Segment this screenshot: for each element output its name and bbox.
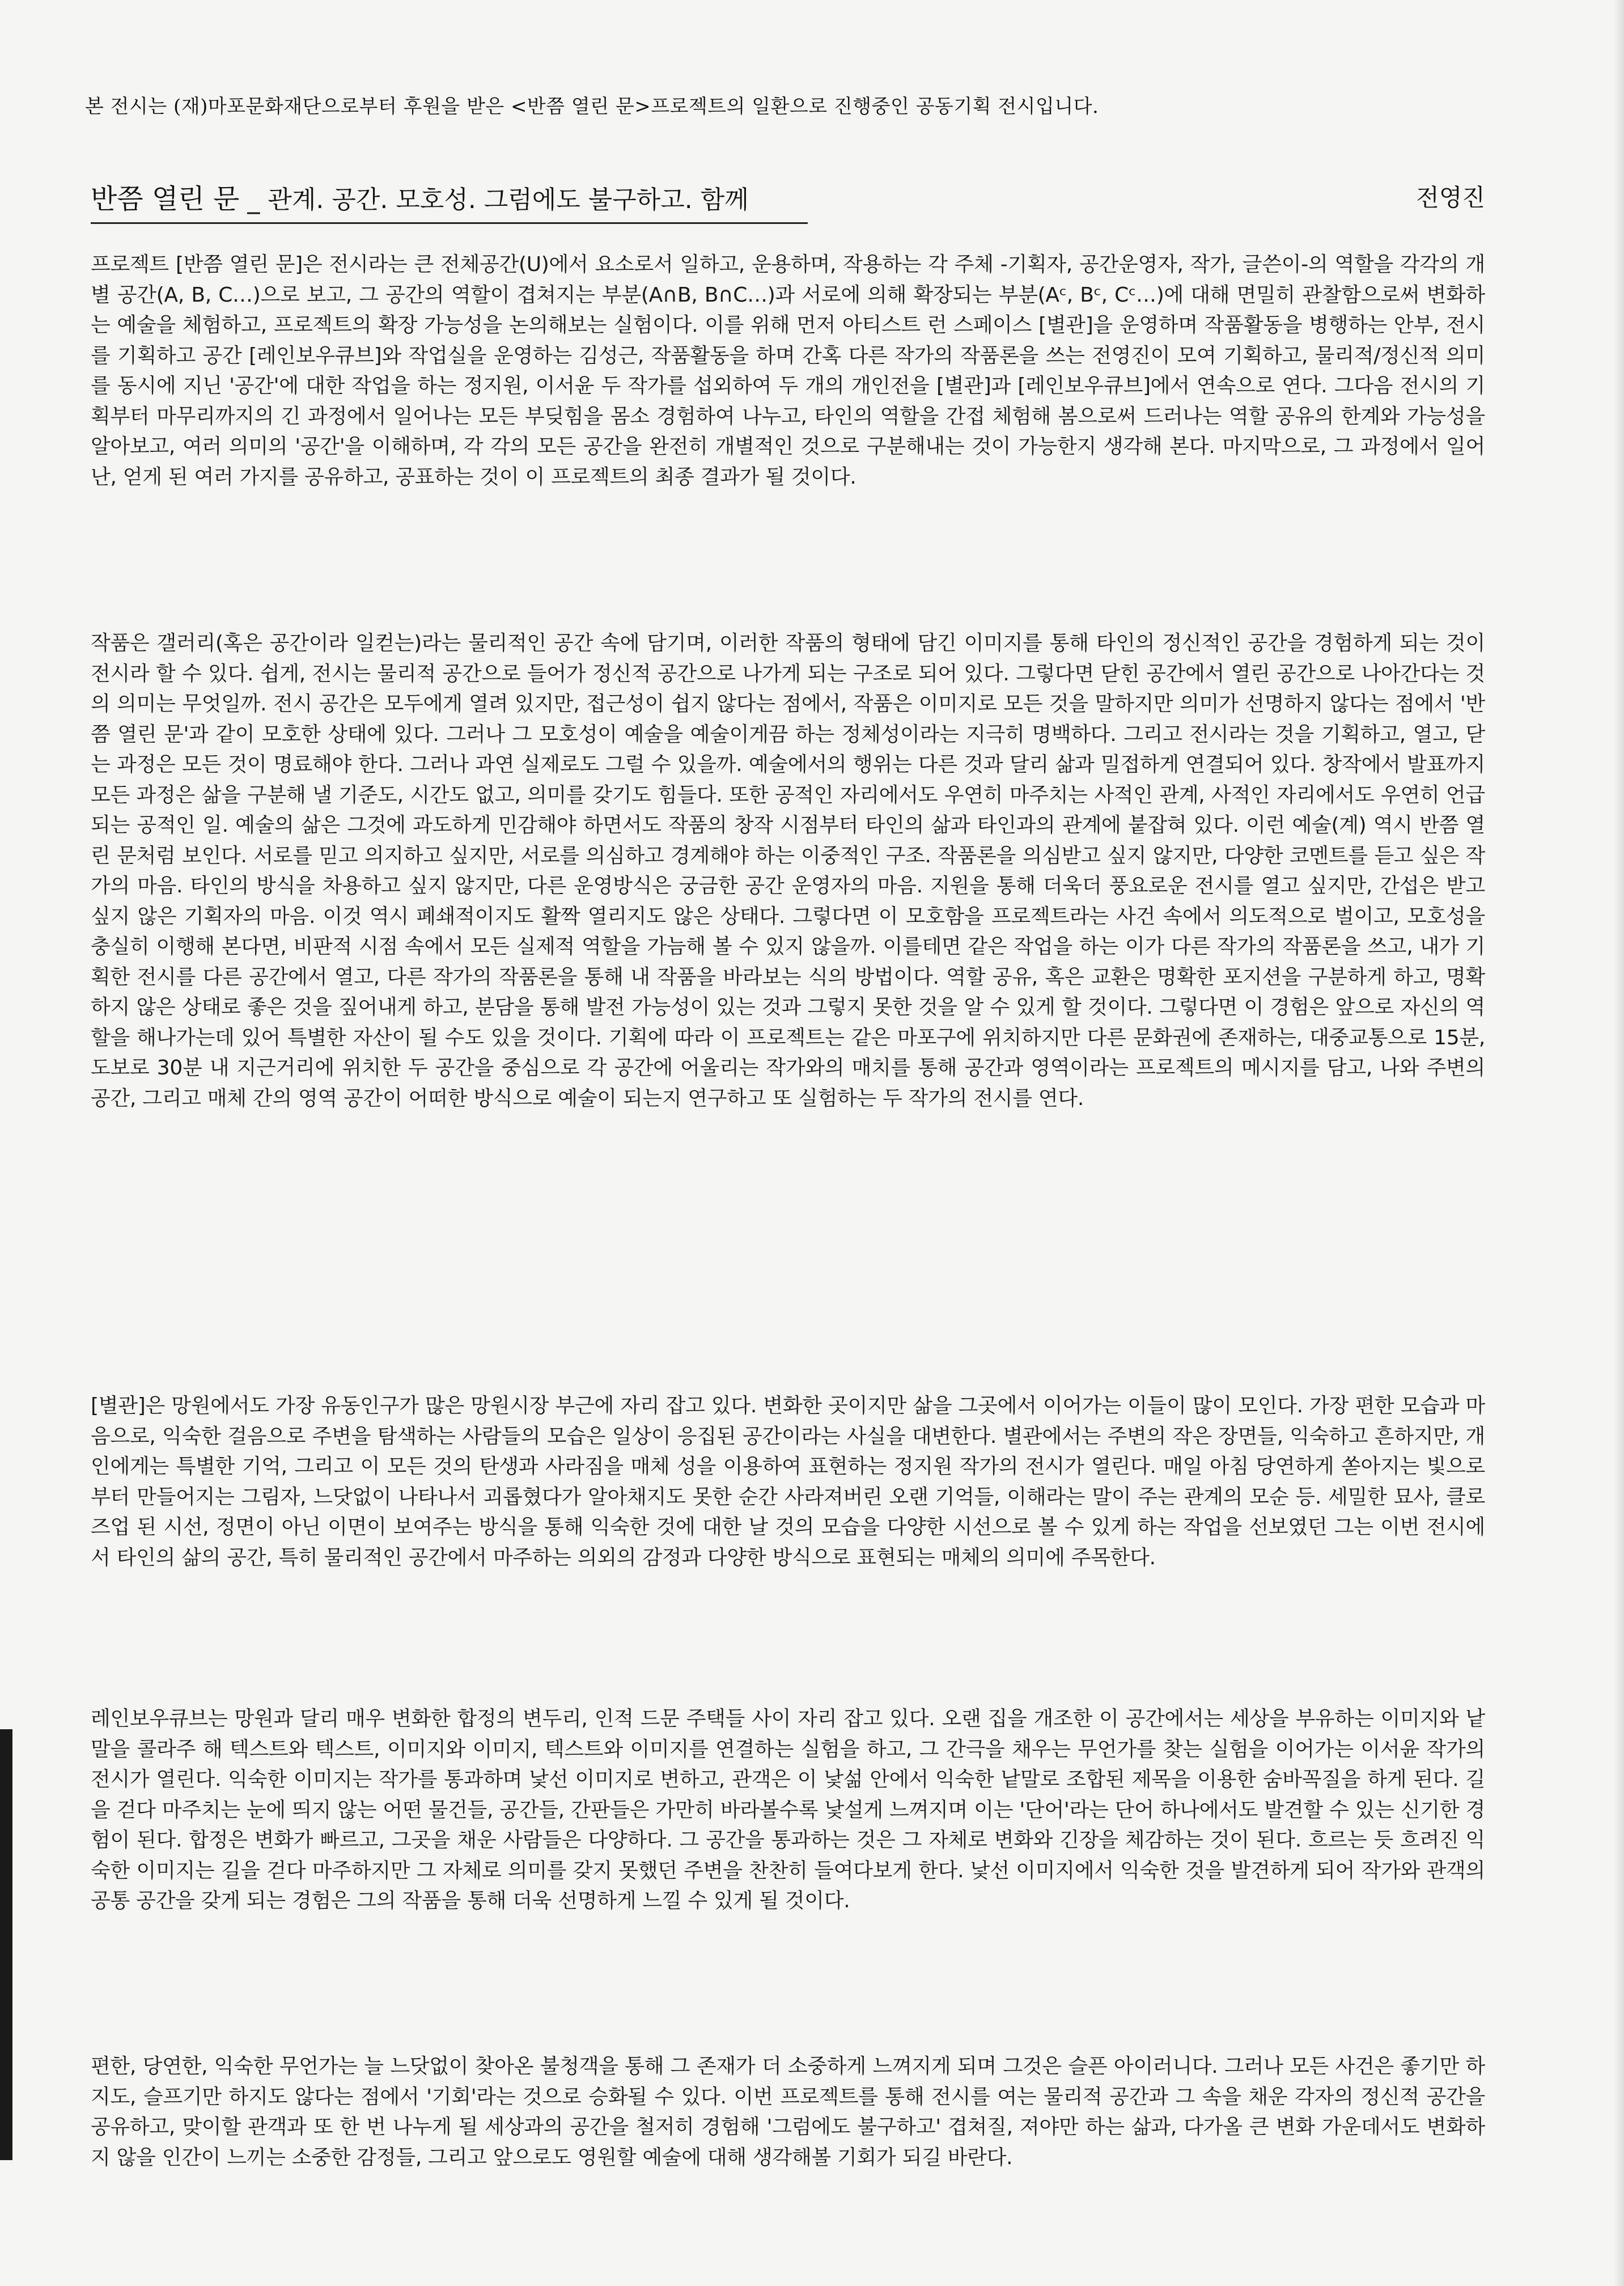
title-subtitle: 관계. 공간. 모호성. 그럼에도 불구하고. 함께 [268, 185, 749, 214]
scan-edge-dark-strip [0, 1729, 12, 2160]
title-row [91, 177, 1485, 222]
paragraph-project-overview: 프로젝트 [반쯤 열린 문]은 전시라는 큰 전체공간(U)에서 요소로서 일하고, 운용하며, 작용하는 각 주체 -기획자, 공간운영자, 작가, 글쓴이-의 역할을 각각의 개별 공간(A, B, C…)으로 보고, 그 공간의 역할이 겹쳐지는 부분(A∩B, B∩C…)과 서로에 의해 확장되는 부분(Aᶜ, Bᶜ, Cᶜ…)에 대해 면밀히 관찰함으로써 변화하는 예술을 체험하고, 프로젝트의 확장 가능성을 논의해보는 실험이다. 이를 위해 먼저 아티스트 런 스페이스 [별관]을 운영하며 작품활동을 병행하는 안부, 전시를 기획하고 공간 [레인보우큐브]와 작업실을 운영하는 김성근, 작품활동을 하며 간혹 다른 작가의 작품론을 쓰는 전영진이 모여 기획하고, 물리적/정신적 의미를 동시에 지닌 '공간'에 대한 작업을 하는 정지원, 이서윤 두 작가를 섭외하여 두 개의 개인전을 [별관]과 [레인보우큐브]에서 연속으로 연다. 그다음 전시의 기획부터 마무리까지의 긴 과정에서 일어나는 모든 부딪힘을 몸소 경험하여 나누고, 타인의 역할을 간접 체험해 봄으로써 드러나는 역할 공유의 한계와 가능성을 알아보고, 여러 의미의 '공간'을 이해하며, 각 각의 모든 공간을 완전히 개별적인 것으로 구분해내는 것이 가능한지 생각해 본다. 마지막으로, 그 과정에서 일어난, 얻게 된 여러 가지를 공유하고, 공표하는 것이 이 프로젝트의 최종 결과가 될 것이다. [91, 253, 1485, 489]
paragraph-space-and-ambiguity: 작품은 갤러리(혹은 공간이라 일컫는)라는 물리적인 공간 속에 담기며, 이러한 작품의 형태에 담긴 이미지를 통해 타인의 정신적인 공간을 경험하게 되는 것이 전시라 할 수 있다. 쉽게, 전시는 물리적 공간으로 들어가 정신적 공간으로 나가게 되는 구조로 되어 있다. 그렇다면 닫힌 공간에서 열린 공간으로 나아간다는 것의 의미는 무엇일까. 전시 공간은 모두에게 열려 있지만, 접근성이 쉽지 않다는 점에서, 작품은 이미지로 모든 것을 말하지만 의미가 선명하지 않다는 점에서 '반쯤 열린 문'과 같이 모호한 상태에 있다. 그러나 그 모호성이 예술을 예술이게끔 하는 정체성이라는 지극히 명백하다. 그리고 전시라는 것을 기획하고, 열고, 닫는 과정은 모든 것이 명료해야 한다. 그러나 과연 실제로도 그럴 수 있을까. 예술에서의 행위는 다른 것과 달리 삶과 밀접하게 연결되어 있다. 창작에서 발표까지 모든 과정은 삶을 구분해 낼 기준도, 시간도 없고, 의미를 갖기도 힘들다. 또한 공적인 자리에서도 우연히 마주치는 사적인 관계, 사적인 자리에서도 우연히 언급되는 공적인 일. 예술의 삶은 그것에 과도하게 민감해야 하면서도 작품의 창작 시점부터 타인의 삶과 타인과의 관계에 붙잡혀 있다. 이런 예술(계) 역시 반쯤 열린 문처럼 보인다. 서로를 믿고 의지하고 싶지만, 서로를 의심하고 경계해야 하는 이중적인 구조. 작품론을 의심받고 싶지 않지만, 다양한 코멘트를 듣고 싶은 작가의 마음. 타인의 방식을 차용하고 싶지 않지만, 다른 운영방식은 궁금한 공간 운영자의 마음. 지원을 통해 더욱더 풍요로운 전시를 열고 싶지만, 간섭은 받고 싶지 않은 기획자의 마음. 이것 역시 폐쇄적이지도 활짝 열리지도 않은 상태다. 그렇다면 이 모호함을 프로젝트라는 사건 속에서 의도적으로 벌이고, 모호성을 충실히 이행해 본다면, 비판적 시점 속에서 모든 실제적 역할을 가늠해 볼 수 있지 않을까. 이를테면 같은 작업을 하는 이가 다른 작가의 작품론을 쓰고, 내가 기획한 전시를 다른 공간에서 열고, 다른 작가의 작품론을 통해 내 작품을 바라보는 식의 방법이다. 역할 공유, 혹은 교환은 명확한 포지션을 구분하게 하고, 명확하지 않은 상태로 좋은 것을 짚어내게 하고, 분담을 통해 발전 가능성이 있는 것과 그렇지 못한 것을 알 수 있게 할 것이다. 그렇다면 이 경험은 앞으로 자신의 역할을 해나가는데 있어 특별한 자산이 될 수도 있을 것이다. 기획에 따라 이 프로젝트는 같은 마포구에 위치하지만 다른 문화권에 존재하는, 대중교통으로 15분, 도보로 30분 내 지근거리에 위치한 두 공간을 중심으로 각 공간에 어울리는 작가와의 매치를 통해 공간과 영역이라는 프로젝트의 메시지를 담고, 나와 주변의 공간, 그리고 매체 간의 영역 공간이 어떠한 방식으로 예술이 되는지 연구하고 또 실험하는 두 작가의 전시를 연다. [91, 632, 1485, 1110]
author-name: 전영진 [1416, 184, 1485, 211]
document-title [91, 177, 749, 216]
sponsorship-note: 본 전시는 (재)마포문화재단으로부터 후원을 받은 <반쯤 열린 문>프로젝트의 일환으로 진행중인 공동기획 전시입니다. [85, 95, 1099, 118]
scan-edge-shadow [1614, 0, 1624, 2286]
paragraph-rainbow-cube: 레인보우큐브는 망원과 달리 매우 변화한 합정의 변두리, 인적 드문 주택들 사이 자리 잡고 있다. 오랜 집을 개조한 이 공간에서는 세상을 부유하는 이미지와 낱말을 콜라주 해 텍스트와 텍스트, 이미지와 이미지, 텍스트와 이미지를 연결하는 실험을 하고, 그 간극을 채우는 무언가를 찾는 실험을 이어가는 이서윤 작가의 전시가 열린다. 익숙한 이미지는 작가를 통과하며 낯선 이미지로 변하고, 관객은 이 낯섦 안에서 익숙한 낱말로 조합된 제목을 이용한 숨바꼭질을 하게 된다. 길을 걷다 마주치는 눈에 띄지 않는 어떤 물건들, 공간들, 간판들은 가만히 바라볼수록 낯설게 느껴지며 이는 '단어'라는 단어 하나에서도 발견할 수 있는 신기한 경험이 된다. 합정은 변화가 빠르고, 그곳을 채운 사람들은 다양하다. 그 공간을 통과하는 것은 그 자체로 변화와 긴장을 체감하는 것이 된다. 흐르는 듯 흐려진 익숙한 이미지는 길을 걷다 마주하지만 그 자체로 의미를 갖지 못했던 주변을 찬찬히 들여다보게 한다. 낯선 이미지에서 익숙한 것을 발견하게 되어 작가와 관객의 공통 공간을 갖게 되는 경험은 그의 작품을 통해 더욱 선명하게 느낄 수 있게 될 것이다. [91, 1707, 1485, 1912]
paragraph-conclusion: 편한, 당연한, 익숙한 무언가는 늘 느닷없이 찾아온 불청객을 통해 그 존재가 더 소중하게 느껴지게 되며 그것은 슬픈 아이러니다. 그러나 모든 사건은 좋기만 하지도, 슬프기만 하지도 않다는 점에서 '기회'라는 것으로 승화될 수 있다. 이번 프로젝트를 통해 전시를 여는 물리적 공간과 그 속을 채운 각자의 정신적 공간을 공유하고, 맞이할 관객과 또 한 번 나누게 될 세상과의 공간을 철저히 경험해 '그럼에도 불구하고' 겹쳐질, 져야만 하는 삶과, 다가올 큰 변화 가운데서도 변화하지 않을 인간이 느끼는 소중한 감정들, 그리고 앞으로도 영원할 예술에 대해 생각해볼 기회가 되길 바란다. [91, 2055, 1485, 2169]
title-separator: _ [239, 185, 268, 214]
title-underline [91, 222, 808, 224]
title-main: 반쯤 열린 문 [91, 183, 240, 215]
paragraph-byeolgwan: [별관]은 망원에서도 가장 유동인구가 많은 망원시장 부근에 자리 잡고 있다. 변화한 곳이지만 삶을 그곳에서 이어가는 이들이 많이 모인다. 가장 편한 모습과 마음으로, 익숙한 걸음으로 주변을 탐색하는 사람들의 모습은 일상이 응집된 공간이라는 사실을 대변한다. 별관에서는 주변의 작은 장면들, 익숙하고 흔하지만, 개인에게는 특별한 기억, 그리고 이 모든 것의 탄생과 사라짐을 매체 성을 이용하여 표현하는 정지원 작가의 전시가 열린다. 매일 아침 당연하게 쏟아지는 빛으로부터 만들어지는 그림자, 느닷없이 나타나서 괴롭혔다가 알아채지도 못한 순간 사라져버린 오랜 기억들, 이해라는 말이 주는 관계의 모순 등. 세밀한 묘사, 클로즈업 된 시선, 정면이 아닌 이면이 보여주는 방식을 통해 익숙한 것에 대한 날 것의 모습을 다양한 시선으로 볼 수 있게 하는 작업을 선보였던 그는 이번 전시에서 타인의 삶의 공간, 특히 물리적인 공간에서 마주하는 의외의 감정과 다양한 방식으로 표현되는 매체의 의미에 주목한다. [91, 1394, 1485, 1569]
